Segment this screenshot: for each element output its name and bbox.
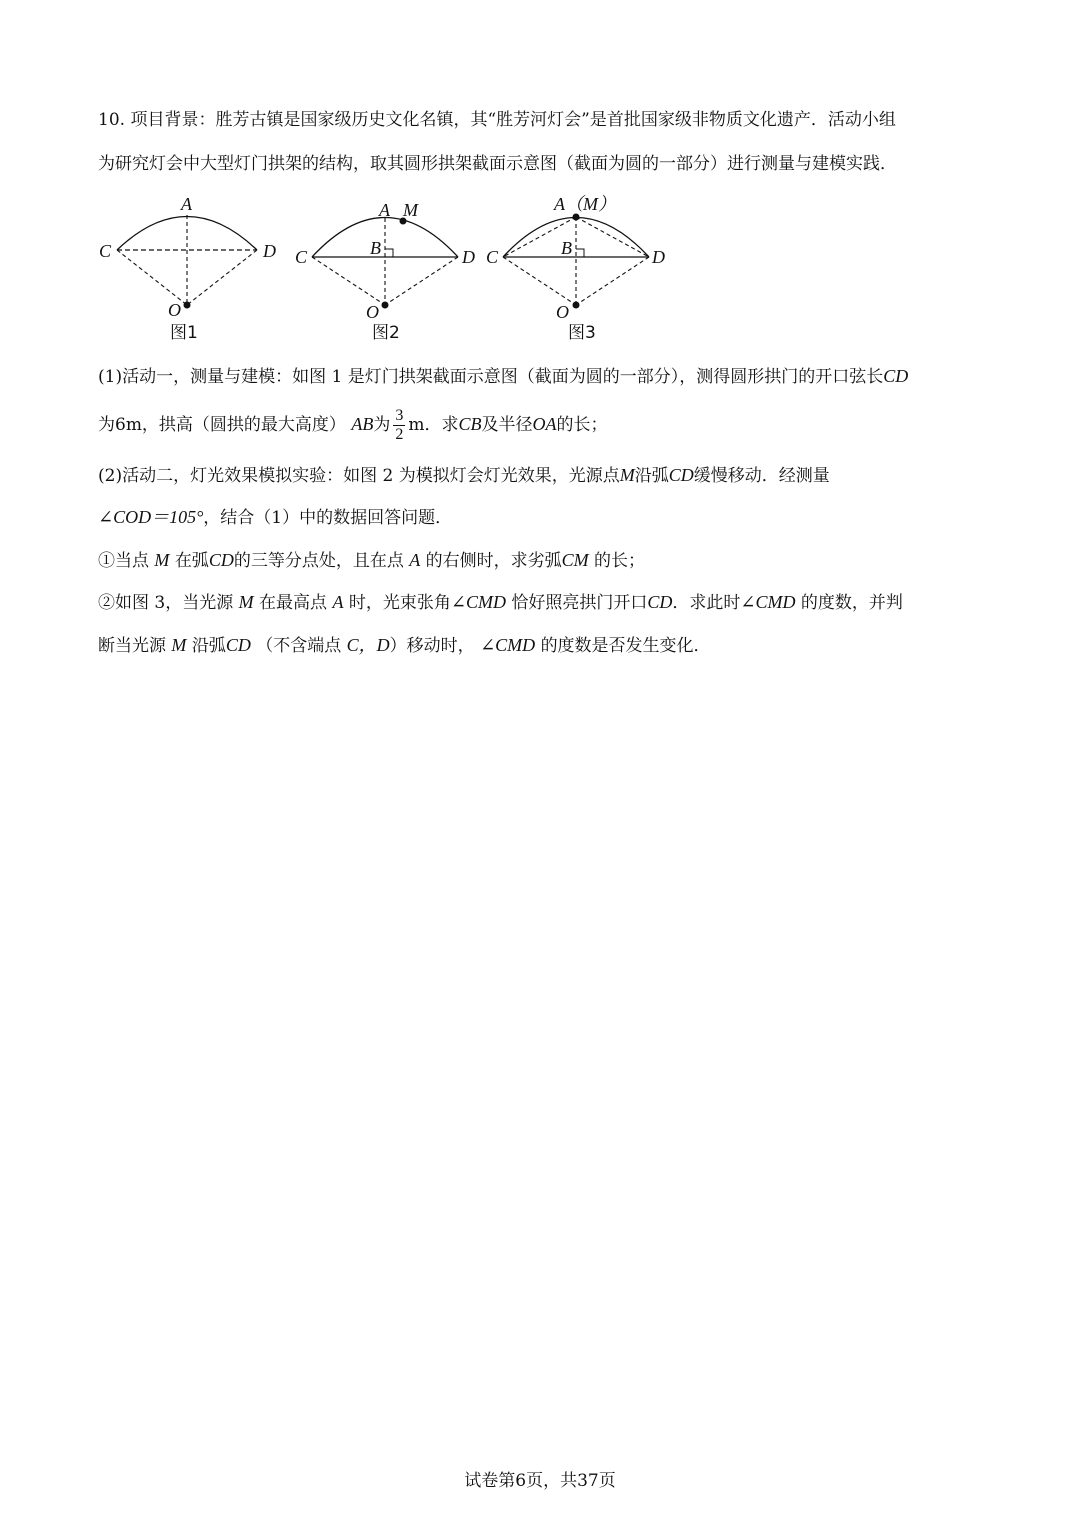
problem-intro-line2 <box>98 143 988 186</box>
part2-text-3: 缓慢移动．经测量 <box>693 466 830 486</box>
fig3-point-m <box>573 214 580 221</box>
fig3-oc <box>503 257 576 305</box>
math-m: M <box>171 635 187 655</box>
math-cd: CD <box>883 366 909 386</box>
sub2-text-6: 的度数，并判 <box>800 593 903 613</box>
sub1-text-2: 在弧 <box>174 551 209 571</box>
fig2-caption: 图2 <box>372 323 400 343</box>
sub2-text-7: 断当光源 <box>98 636 166 656</box>
figure-3 <box>486 194 665 343</box>
part2-text: (2)活动二，灯光效果模拟实验：如图 2 为模拟灯会灯光效果，光源点 <box>98 466 620 486</box>
sub2-text-2: 在最高点 <box>259 593 328 613</box>
sub-question-1 <box>98 539 988 583</box>
problem-background-text-2: 为研究灯会中大型灯门拱架的结构，取其圆形拱架截面示意图（截面为圆的一部分）进行测量与建模实践． <box>98 154 897 174</box>
math-cb: CB <box>458 414 482 434</box>
fig3-label-c: C <box>486 247 499 267</box>
fig3-od <box>576 257 649 305</box>
math-cd: CD <box>225 635 251 655</box>
math-angle-cmd: ∠CMD <box>450 592 506 612</box>
math-angle-cmd-3: ∠CMD <box>480 635 536 655</box>
part1-text-2: 为6m，拱高（圆拱的最大高度） <box>98 415 346 435</box>
problem-background-text: 项目背景：胜芳古镇是国家级历史文化名镇，其“胜芳河灯会”是首批国家级非物质文化遗产．活动小组 <box>130 110 896 130</box>
figure-1 <box>99 194 276 343</box>
math-angle-cmd-2: ∠CMD <box>740 592 796 612</box>
fig2-label-b: B <box>370 238 381 258</box>
fig1-label-a: A <box>181 194 192 214</box>
fig2-label-d: D <box>462 247 475 267</box>
geometry-figures <box>90 190 690 348</box>
part1-text-5: 的长； <box>556 415 608 435</box>
fig2-right-angle-mark <box>385 249 393 257</box>
part2-line1 <box>98 454 988 498</box>
fig3-label-am: A（M） <box>554 194 616 214</box>
sub2-text-10: ）移动时， <box>389 636 475 656</box>
sub2-text-8: 沿弧 <box>191 636 226 656</box>
sub1-text-3: 的三等分点处，且在点 <box>233 551 404 571</box>
math-oa: OA <box>532 414 557 434</box>
sub2-text-3: 时，光束张角 <box>348 593 451 613</box>
math-cd: CD <box>668 465 694 485</box>
math-cd: CD <box>208 550 234 570</box>
fig2-label-m: M <box>403 200 418 220</box>
fig1-label-o: O <box>168 300 181 320</box>
math-angle-cod: ∠COD＝105° <box>98 507 204 527</box>
fig2-point-o <box>382 302 389 309</box>
sub1-text-5: 的长； <box>594 551 646 571</box>
fig3-arc <box>503 218 649 258</box>
part1-line2 <box>98 403 988 447</box>
part1-line1 <box>98 355 988 399</box>
fig2-label-o: O <box>366 302 379 322</box>
fig2-arc <box>312 218 458 258</box>
fig3-label-o: O <box>556 302 569 322</box>
fig3-caption: 图3 <box>568 323 596 343</box>
part2-text-4: ，结合（1）中的数据回答问题． <box>203 508 453 528</box>
sub1-text-4: 的右侧时，求劣弧 <box>425 551 562 571</box>
fig3-right-angle-mark <box>576 249 584 257</box>
fraction-denominator: 2 <box>395 426 404 443</box>
fig3-point-o <box>573 302 580 309</box>
fig1-label-d: D <box>263 241 276 261</box>
fig1-label-c: C <box>99 241 112 261</box>
sub2-text: ②如图 3，当光源 <box>98 593 234 613</box>
page-footer: 试卷第6页，共37页 <box>464 1471 616 1491</box>
fig3-label-d: D <box>652 247 665 267</box>
sub2-text-9: （不含端点 <box>256 636 342 656</box>
math-a: A <box>409 550 421 570</box>
math-m: M <box>619 465 635 485</box>
math-a: A <box>332 592 344 612</box>
fig3-label-b: B <box>561 238 572 258</box>
math-ab: AB <box>351 414 374 434</box>
math-cd: CD <box>647 592 673 612</box>
fig1-caption: 图1 <box>170 323 198 343</box>
sub2-text-5: ．求此时 <box>672 593 741 613</box>
figure-2 <box>295 200 475 343</box>
part2-line2 <box>98 496 988 540</box>
math-c-d: C，D <box>346 635 390 655</box>
fraction-numerator: 3 <box>395 407 404 424</box>
math-m: M <box>154 550 170 570</box>
fraction-three-halves <box>393 407 405 444</box>
fig2-oc <box>312 257 385 305</box>
fig2-label-a: A <box>379 200 390 220</box>
fig2-label-c: C <box>295 247 308 267</box>
fig1-od <box>187 250 257 305</box>
math-m: M <box>238 592 254 612</box>
sub-question-2-line2 <box>98 624 988 668</box>
problem-intro-line1 <box>98 99 988 142</box>
sub2-text-11: 的度数是否发生变化． <box>540 636 711 656</box>
part1-text-3: 为 <box>373 415 391 435</box>
part2-text-2: 沿弧 <box>634 466 669 486</box>
sub1-text: ①当点 <box>98 551 149 571</box>
math-cm: CM <box>561 550 589 570</box>
fig1-point-o <box>184 302 191 309</box>
part1-unit: m．求 <box>408 415 459 435</box>
fig3-md <box>576 217 649 257</box>
fig1-oc <box>117 250 187 305</box>
sub-question-2-line1 <box>98 581 988 625</box>
fig2-od <box>385 257 458 305</box>
sub2-text-4: 恰好照亮拱门开口 <box>511 593 648 613</box>
problem-number: 10. <box>98 110 126 130</box>
part1-text-4: 及半径 <box>481 415 533 435</box>
part1-text: (1)活动一，测量与建模：如图 1 是灯门拱架截面示意图（截面为圆的一部分），测得圆形拱门的开口弦长 <box>98 367 884 387</box>
